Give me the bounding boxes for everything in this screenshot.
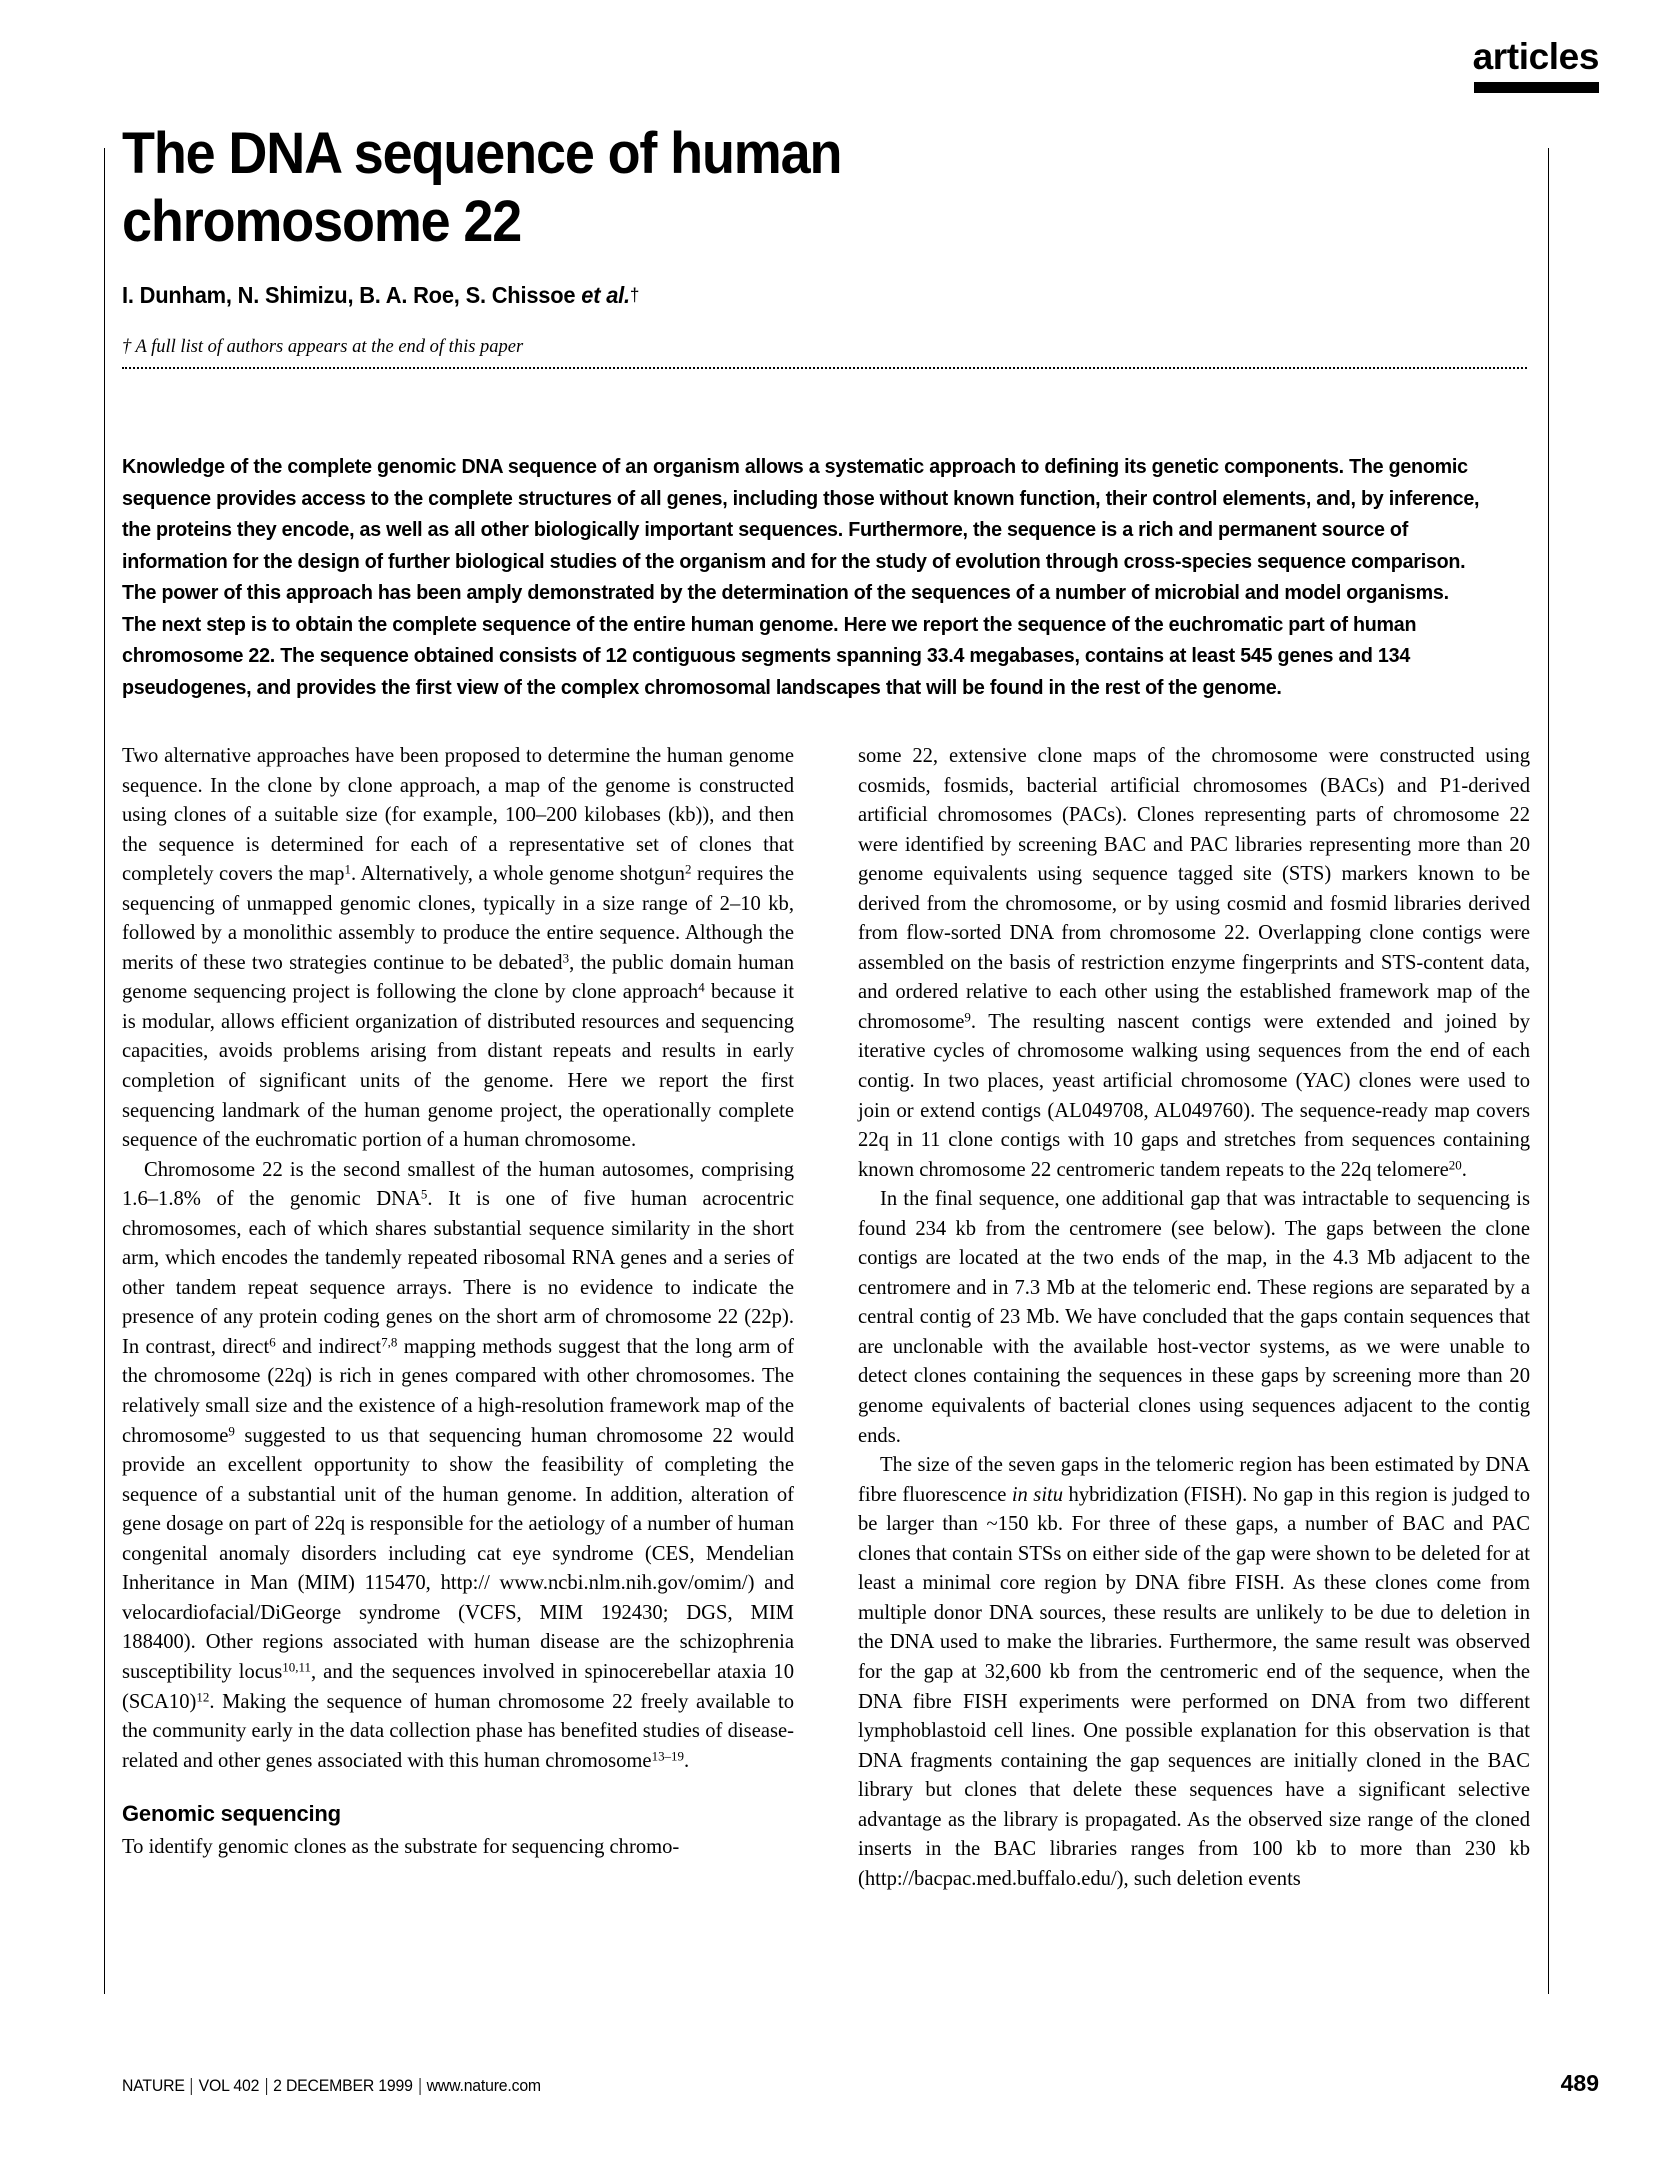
footer-volume: VOL 402 bbox=[198, 2076, 260, 2095]
text-run: requires the sequencing of unmapped genomic clones, typically in a size range of 2–10 kb, followed by a monolithic assembly to produce the entire sequence. Although the merits of these two strategies continue to be debated bbox=[122, 863, 794, 974]
paragraph-intro bbox=[122, 742, 794, 1156]
author-dagger-marker: † bbox=[629, 284, 640, 305]
running-head-rule bbox=[1474, 82, 1599, 93]
author-etal: et al. bbox=[581, 281, 630, 308]
text-run: , the public domain human genome sequencing project is following the clone by clone approach bbox=[122, 951, 794, 1004]
paragraph-chromosome22 bbox=[122, 1156, 794, 1776]
paragraph-genomic-sequencing: To identify genomic clones as the substrate for sequencing chromo- bbox=[122, 1835, 680, 1858]
text-run: The size of the seven gaps in the telomeric region has been estimated by DNA fibre fluorescence bbox=[858, 1454, 1530, 1506]
reference-marker: 9 bbox=[964, 1009, 971, 1025]
body-column-left bbox=[122, 742, 794, 1862]
paragraph-gap-sizes bbox=[858, 1451, 1530, 1894]
footer-citation bbox=[122, 2076, 547, 2096]
text-run: because it is modular, allows efficient organization of distributed resources and sequencing capacities, avoids problems arising from distant repeats and results in early completion of significant units of the genome. Here we report the first sequencing landmark of the human genome project, the operationally complete sequence of the euchromatic portion of a human chromosome. bbox=[122, 981, 794, 1152]
text-run: and indirect bbox=[275, 1335, 382, 1358]
page-number: 489 bbox=[1560, 2070, 1599, 2096]
footer-date: 2 DECEMBER 1999 bbox=[273, 2076, 413, 2095]
reference-marker: 2 bbox=[684, 861, 692, 877]
running-head bbox=[1473, 38, 1599, 93]
page-footer bbox=[122, 2070, 1599, 2097]
reference-marker: 5 bbox=[420, 1186, 428, 1202]
paragraph-clone-maps bbox=[858, 742, 1530, 1185]
body-column-right bbox=[858, 742, 1530, 1894]
page-title-line2: chromosome 22 bbox=[122, 188, 522, 254]
reference-marker: 20 bbox=[1448, 1156, 1462, 1172]
text-run: Chromosome 22 is the second smallest of the human autosomes, comprising 1.6–1.8% of the genomic DNA bbox=[122, 1158, 794, 1211]
reference-marker: 10,11 bbox=[282, 1659, 311, 1675]
latin-phrase: in situ bbox=[1011, 1483, 1064, 1506]
text-run: . bbox=[684, 1749, 690, 1772]
text-run: . Alternatively, a whole genome shotgun bbox=[350, 863, 685, 886]
text-run: . It is one of five human acrocentric chromosomes, each of which shares substantial sequence similarity in the short arm, which encodes the tandemly repeated ribosomal RNA genes and a series of other tandem repeat sequence arrays. There is no evidence to indicate the presence of any protein coding genes on the short arm of chromosome 22 (22p). In contrast, direct bbox=[122, 1188, 794, 1358]
text-run: hybridization (FISH). No gap in this region is judged to be larger than ~150 kb. For three of these gaps, a number of BAC and PAC clones that contain STSs on either side of the gap were shown to be deleted for at least a minimal core region by DNA fibre FISH. As these clones come from multiple donor DNA sources, these results are unlikely to be due to deletion in the DNA used to make the libraries. Furthermore, the same result was observed for the gap at 32,600 kb from the centromeric end of the sequence, when the DNA fibre FISH experiments were performed on DNA from two different lymphoblastoid cell lines. One possible explanation for this observation is that DNA fragments containing the gap sequences are initially cloned in the BAC library but clones that delete these sequences have a significant selective advantage as the library is propagated. As the observed size range of the cloned inserts in the BAC libraries ranges from 100 kb to more than 230 kb (http://bacpac.med.buffalo.edu/), such deletion events bbox=[858, 1483, 1530, 1890]
right-margin-rule bbox=[1548, 148, 1549, 1994]
page-title bbox=[122, 120, 1429, 256]
running-head-label: articles bbox=[1472, 36, 1599, 77]
text-run: . Making the sequence of human chromosome 22 freely available to the community early in the data collection phase has benefited studies of disease-related and other genes associated with this human chromosome bbox=[122, 1690, 794, 1772]
text-run: . bbox=[1461, 1158, 1467, 1181]
text-run: , and the sequences involved in spinocerebellar ataxia 10 (SCA10) bbox=[122, 1660, 794, 1713]
masthead bbox=[122, 120, 1527, 369]
masthead-divider bbox=[122, 367, 1527, 369]
reference-marker: 4 bbox=[698, 979, 705, 995]
text-run: . The resulting nascent contigs were extended and joined by iterative cycles of chromosome walking using sequences from the end of each contig. In two places, yeast artificial chromosome (YAC) clones were used to join or extend contigs (AL049708, AL049760). The sequence-ready map covers 22q in 11 clone contigs with 10 gaps and stretches from sequences containing known chromosome 22 centromeric tandem repeats to the 22q telomere bbox=[858, 1010, 1530, 1181]
author-list bbox=[122, 282, 1457, 309]
article-body bbox=[122, 742, 1530, 1982]
text-run: suggested to us that sequencing human chromosome 22 would provide an excellent opportunity to show the feasibility of completing the sequence of a substantial unit of the human genome. In addition, alteration of gene dosage on part of 22q is responsible for the aetiology of a number of human congenital anomaly disorders including cat eye syndrome (CES, Mendelian Inheritance in Man (MIM) 115470, http:// www.ncbi.nlm.nih.gov/omim/) and velocardiofacial/DiGeorge syndrome (VCFS, MIM 192430; DGS, MIM 188400). Other regions associated with human disease are the schizophrenia susceptibility locus bbox=[122, 1424, 794, 1683]
author-names: I. Dunham, N. Shimizu, B. A. Roe, S. Chissoe bbox=[122, 281, 582, 308]
reference-marker: 12 bbox=[196, 1688, 210, 1704]
reference-marker: 7,8 bbox=[381, 1334, 398, 1350]
text-run: some 22, extensive clone maps of the chromosome were constructed using cosmids, fosmids, bacterial artificial chromosomes (BACs) and P1-derived artificial chromosomes (PACs). Clones representing parts of chromosome 22 were identified by screening BAC and PAC libraries representing more than 20 genome equivalents using sequence tagged site (STS) markers known to be derived from the chromosome, or by using cosmid and fosmid libraries derived from flow-sorted DNA from chromosome 22. Overlapping clone contigs were assembled on the basis of restriction enzyme fingerprints and STS-content data, and ordered relative to each other using the established framework map of the chromosome bbox=[858, 745, 1530, 1033]
reference-marker: 3 bbox=[562, 950, 570, 966]
left-margin-rule bbox=[104, 148, 105, 1994]
page-title-line1: The DNA sequence of human bbox=[122, 121, 842, 186]
footer-journal: NATURE bbox=[122, 2076, 185, 2095]
text-run: mapping methods suggest that the long arm of the chromosome (22q) is rich in genes compared with other chromosomes. The relatively small size and the existence of a high-resolution framework map of the chromosome bbox=[122, 1335, 794, 1447]
text-run: Two alternative approaches have been proposed to determine the human genome sequence. In the clone by clone approach, a map of the genome is constructed using clones of a suitable size (for example, 100–200 kilobases (kb)), and then the sequence is determined for each of a representative set of clones that completely covers the map bbox=[122, 745, 794, 886]
author-footnote: † A full list of authors appears at the end of this paper bbox=[122, 336, 524, 357]
footer-website[interactable]: www.nature.com bbox=[426, 2076, 541, 2095]
reference-marker: 13–19 bbox=[651, 1747, 684, 1763]
reference-marker: 9 bbox=[228, 1422, 235, 1438]
section-heading-genomic-sequencing: Genomic sequencing bbox=[122, 1801, 341, 1827]
paragraph-final-sequence: In the final sequence, one additional gap that was intractable to sequencing is found 234 kb from the centromere (see below). The gaps between the clone contigs are located at the two ends of the map, in the 4.3 Mb adjacent to the centromere and in 7.3 Mb at the telomeric end. These regions are separated by a central contig of 23 Mb. We have concluded that the gaps contain sequences that are unclonable with the available host-vector systems, as we were unable to detect clones containing the sequences in these gaps by screening more than 20 genome equivalents of bacterial clones using sequences adjacent to the contig ends. bbox=[858, 1188, 1530, 1447]
reference-marker: 6 bbox=[269, 1334, 276, 1350]
reference-marker: 1 bbox=[344, 861, 351, 877]
abstract: Knowledge of the complete genomic DNA sequence of an organism allows a systematic approach to defining its genetic components. The genomic sequence provides access to the complete structures of all genes, including those without known function, their control elements, and, by inference, the proteins they encode, as well as all other biologically important sequences. Furthermore, the sequence is a rich and permanent source of information for the design of further biological studies of the organism and for the study of evolution through cross-species sequence comparison. The power of this approach has been amply demonstrated by the determination of the sequences of a number of microbial and model organisms. The next step is to obtain the complete sequence of the entire human genome. Here we report the sequence of the euchromatic part of human chromosome 22. The sequence obtained consists of 12 contiguous segments spanning 33.4 megabases, contains at least 545 genes and 134 pseudogenes, and provides the first view of the complex chromosomal landscapes that will be found in the rest of the genome. bbox=[122, 456, 1480, 699]
